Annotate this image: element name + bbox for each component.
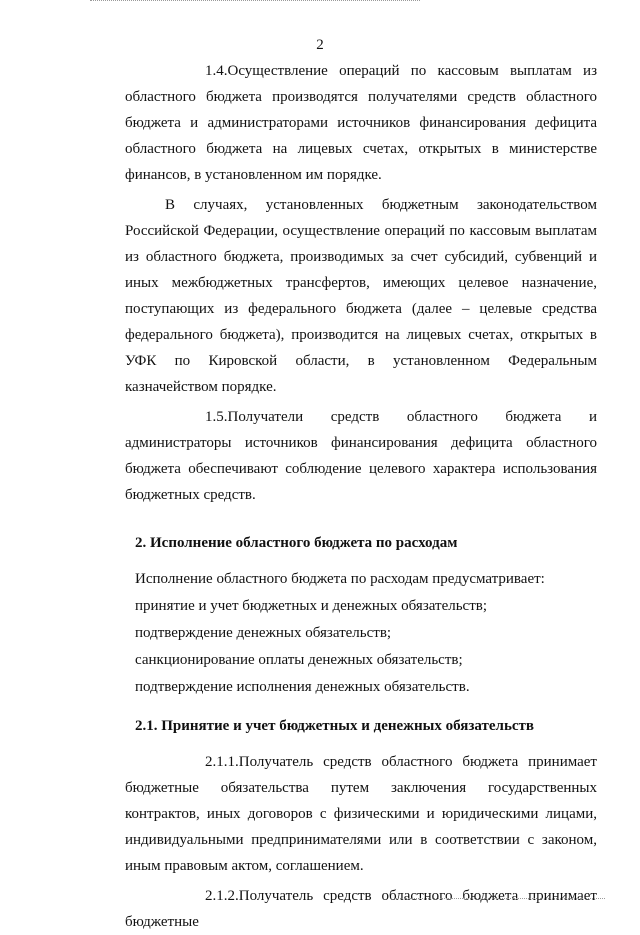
paragraph-number: 1.5. xyxy=(205,409,228,425)
paragraph-2-1-1 xyxy=(125,749,597,879)
list-item: Исполнение областного бюджета по расходам предусматривает: xyxy=(135,571,545,587)
list-item: принятие и учет бюджетных и денежных обязательств; xyxy=(135,598,488,614)
paragraph-1-5 xyxy=(125,404,597,508)
paragraph-2-1-2 xyxy=(125,883,597,935)
section-2-1-heading: 2.1. Принятие и учет бюджетных и денежных обязательств xyxy=(135,718,535,734)
paragraph-1-4 xyxy=(125,58,597,188)
document-body xyxy=(125,58,597,935)
list-item: подтверждение денежных обязательств; xyxy=(135,625,392,641)
section-2-heading: 2. Исполнение областного бюджета по расходам xyxy=(135,535,458,551)
section-2-list xyxy=(125,566,597,701)
paragraph-text: Получатель средств областного бюджета принимает бюджетные xyxy=(125,888,597,930)
scan-artifact-top xyxy=(90,0,420,5)
list-item: санкционирование оплаты денежных обязательств; xyxy=(135,652,463,668)
page-number: 2 xyxy=(316,37,324,53)
paragraph-number: 2.1.2. xyxy=(205,888,239,904)
list-item: подтверждение исполнения денежных обязательств. xyxy=(135,679,470,695)
paragraph-text: Осуществление операций по кассовым выплатам из областного бюджета производятся получателями средств областного бюджета и администраторами источников финансирования дефицита областного бюджета на лицевых счетах, открытых в министерстве финансов, в установленном им порядке. xyxy=(125,63,597,183)
paragraph-text: Получатели средств областного бюджета и администраторы источников финансирования дефицита областного бюджета обеспечивают соблюдение целевого характера использования бюджетных средств. xyxy=(125,409,597,503)
paragraph-text: Получатель средств областного бюджета принимает бюджетные обязательства путем заключения государственных контрактов, иных договоров с физическими и юридическими лицами, индивидуальными предпринимателями или в соответствии с законом, иным правовым актом, соглашением. xyxy=(125,754,597,874)
paragraph-federal-funds: В случаях, установленных бюджетным законодательством Российской Федерации, осуществление операций по кассовым выплатам из областного бюджета, производимых за счет субсидий, субвенций и иных межбюджетных трансфертов, имеющих целевое назначение, поступающих из федерального бюджета (далее – целевые средства федерального бюджета), производится на лицевых счетах, открытых в УФК по Кировской области, в установленном Федеральным казначейством порядке. xyxy=(125,197,597,395)
scan-artifact-bottom xyxy=(395,898,605,902)
paragraph-number: 2.1.1. xyxy=(205,754,239,770)
paragraph-number: 1.4. xyxy=(205,63,228,79)
